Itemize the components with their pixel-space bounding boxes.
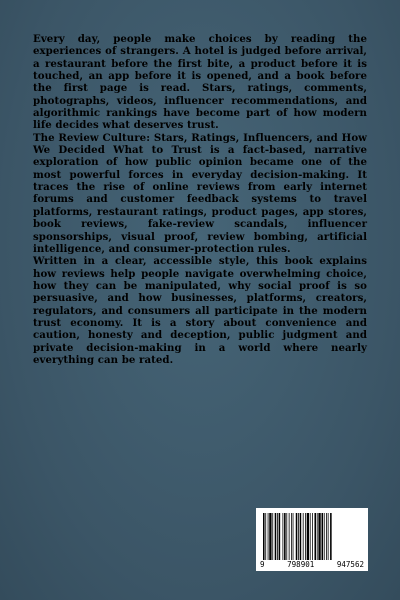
- barcode-bar: [324, 513, 325, 561]
- barcode-bar: [330, 513, 332, 561]
- back-cover-blurb: [33, 33, 367, 366]
- barcode-bar: [286, 513, 287, 561]
- barcode-bar: [307, 513, 309, 561]
- barcode-bar: [310, 513, 311, 561]
- barcode-bar: [269, 513, 271, 561]
- barcode-bar: [326, 513, 327, 561]
- barcode-group-1: 798901: [287, 560, 315, 569]
- barcode-bar: [283, 513, 284, 561]
- barcode-prefix: 9: [260, 560, 265, 569]
- barcode-bar: [312, 513, 313, 561]
- barcode-bar: [289, 513, 290, 561]
- blurb-paragraph-1: Every day, people make choices by reading the experiences of strangers. A hotel is judged before arrival, a restaurant before the first bite, a product before it is touched, an app before it is opened, and a book before the first page is read. Stars, ratings, comments, photographs, videos, influencer recommendations, and algorithmic rankings have become part of how modern life decides what deserves trust.: [33, 33, 367, 132]
- barcode-graphic: [262, 513, 362, 561]
- blurb-paragraph-3: Written in a clear, accessible style, this book explains how reviews help people navigate overwhelming choice, how they can be manipulated, why social proof is so persuasive, and how businesses, platforms, creators, regulators, and consumers all participate in the modern trust economy. It is a story about convenience and caution, honesty and deception, public judgment and private decision-making in a world where nearly everything can be rated.: [33, 255, 367, 366]
- barcode-bar: [293, 513, 294, 561]
- barcode-bar: [328, 513, 329, 561]
- barcode-bar: [284, 513, 286, 561]
- barcode-bar: [317, 513, 318, 561]
- barcode-bar: [291, 513, 292, 561]
- barcode-bar: [277, 513, 278, 561]
- isbn-barcode: [256, 508, 368, 571]
- barcode-bar: [318, 513, 320, 561]
- barcode-bar: [296, 513, 298, 561]
- barcode-bar: [265, 513, 266, 561]
- barcode-bar: [314, 513, 316, 561]
- barcode-group-2: 947562: [336, 560, 364, 569]
- barcode-bar: [298, 513, 299, 561]
- barcode-bar: [322, 513, 324, 561]
- barcode-bar: [268, 513, 269, 561]
- barcode-digits: [260, 560, 364, 569]
- blurb-paragraph-2: The Review Culture: Stars, Ratings, Influencers, and How We Decided What to Trust is a fact-based, narrative exploration of how public opinion became one of the most powerful forces in everyday decision-making. It traces the rise of online reviews from early internet forums and customer feedback systems to travel platforms, restaurant ratings, product pages, app stores, book reviews, fake-review scandals, influencer sponsorships, visual proof, review bombing, artificial intelligence, and consumer-protection rules.: [33, 131, 367, 255]
- barcode-bar: [279, 513, 281, 561]
- barcode-bar: [303, 513, 304, 561]
- barcode-bar: [263, 513, 265, 561]
- barcode-bar: [272, 513, 273, 561]
- barcode-bar: [275, 513, 277, 561]
- barcode-bar: [305, 513, 306, 561]
- barcode-bar: [300, 513, 302, 561]
- barcode-bars: [262, 513, 362, 561]
